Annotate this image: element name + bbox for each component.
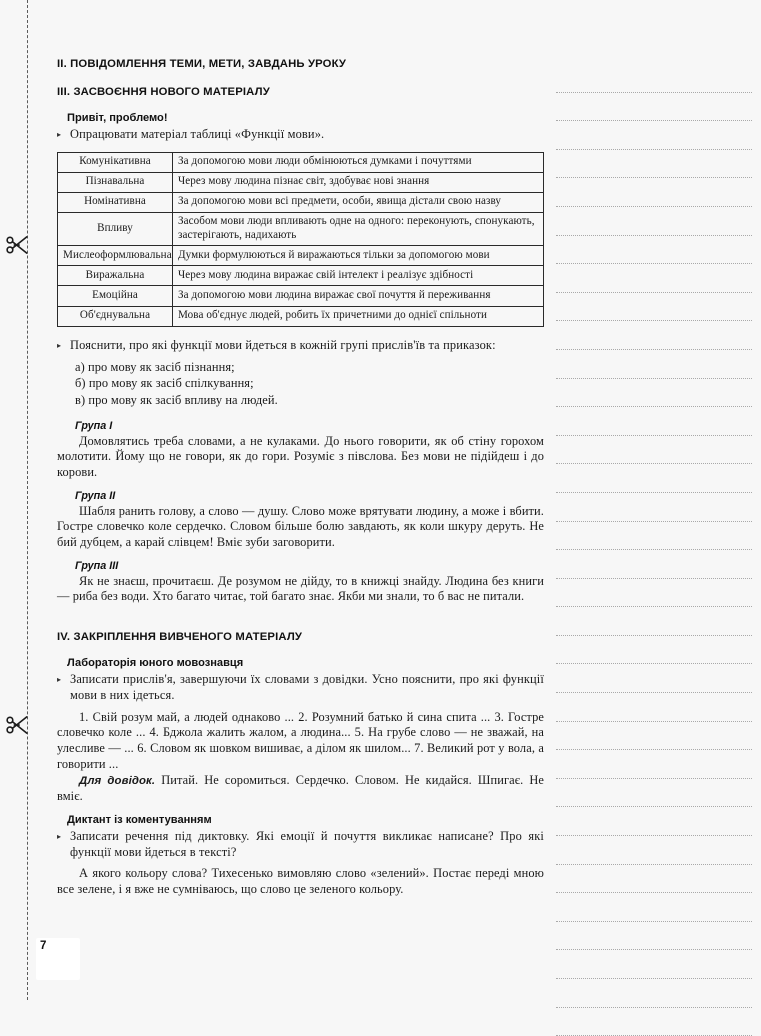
reference-text: Питай. Не соромиться. Сердечко. Словом. Не кидайся. Шпигає. Не вміє. bbox=[57, 773, 545, 804]
note-line bbox=[556, 693, 752, 722]
bullet-item-lab bbox=[57, 672, 544, 704]
function-description: Думки формулюються й виражаються тільки за допомогою мови bbox=[173, 246, 544, 266]
section-heading-iii: III. ЗАСВОЄННЯ НОВОГО МАТЕРІАЛУ bbox=[57, 86, 270, 98]
table-row bbox=[58, 266, 544, 286]
table-row bbox=[58, 172, 544, 192]
note-line bbox=[556, 950, 752, 979]
note-line bbox=[556, 293, 752, 322]
note-line bbox=[556, 350, 752, 379]
note-line bbox=[556, 436, 752, 465]
group-text-3: Як не знаєш, прочитаєш. Де розумом не дійду, то в книжці знайду. Людина без книги — риба без води. Хто багато читає, той багато знає. Якби ми знали, то б вас не питали. bbox=[57, 573, 544, 604]
note-line bbox=[556, 1008, 752, 1036]
note-line bbox=[556, 464, 752, 493]
bullet-text: Опрацювати матеріал таблиці «Функції мови». bbox=[70, 127, 325, 141]
note-line bbox=[556, 979, 752, 1008]
note-line bbox=[556, 64, 752, 93]
reference-label: Для довідок. bbox=[79, 775, 156, 788]
bullet-item-explain bbox=[57, 338, 544, 354]
group-text-2: Шабля ранить голову, а слово — душу. Слово може врятувати людину, а може і вбити. Гостре словечко коле сердечко. Словом більше болю завдають, як коли шкуру деруть. Не бий дубцем, а карай слівцем! Вміє зуби заговорити. bbox=[57, 503, 544, 550]
note-line bbox=[556, 807, 752, 836]
note-line bbox=[556, 178, 752, 207]
perforation-cut-line bbox=[27, 0, 28, 1000]
function-name: Об'єднувальна bbox=[58, 306, 173, 326]
note-line bbox=[556, 236, 752, 265]
note-line bbox=[556, 493, 752, 522]
note-line bbox=[556, 893, 752, 922]
content-column bbox=[57, 58, 544, 899]
table-row bbox=[58, 306, 544, 326]
subheading-lab: Лабораторія юного мовознавця bbox=[67, 657, 244, 670]
bullet-item-dictation bbox=[57, 829, 544, 861]
function-description: Через мову людина виражає свій інтелект і реалізує здібності bbox=[173, 266, 544, 286]
scissors-icon bbox=[4, 712, 30, 738]
note-line bbox=[556, 93, 752, 122]
explain-option-b: б) про мову як засіб спілкування; bbox=[75, 376, 254, 391]
note-line bbox=[556, 150, 752, 179]
language-functions-table bbox=[57, 152, 544, 327]
note-line bbox=[556, 865, 752, 894]
explain-option-c: в) про мову як засіб впливу на людей. bbox=[75, 392, 278, 407]
table-row bbox=[58, 192, 544, 212]
note-line bbox=[556, 407, 752, 436]
function-name: Комунікативна bbox=[58, 152, 173, 172]
bullet-text: Пояснити, про які функції мови йдеться в кожній групі прислів'їв та приказок: bbox=[70, 337, 496, 352]
function-description: Засобом мови люди впливають одне на одного: переконують, спонукають, застерігають, надихають bbox=[173, 212, 544, 246]
note-line bbox=[556, 379, 752, 408]
note-line bbox=[556, 664, 752, 693]
function-name: Пізнавальна bbox=[58, 172, 173, 192]
note-line bbox=[556, 321, 752, 350]
function-description: За допомогою мови всі предмети, особи, явища дістали свою назву bbox=[173, 192, 544, 212]
table-row bbox=[58, 152, 544, 172]
note-line bbox=[556, 636, 752, 665]
explain-option-a: а) про мову як засіб пізнання; bbox=[75, 360, 235, 375]
note-line bbox=[556, 121, 752, 150]
note-line bbox=[556, 722, 752, 751]
function-name: Номінативна bbox=[58, 192, 173, 212]
lab-reference-paragraph bbox=[57, 773, 544, 804]
function-description: Через мову людина пізнає світ, здобуває нові знання bbox=[173, 172, 544, 192]
scissors-icon bbox=[4, 232, 30, 258]
subheading-problem: Привіт, проблемо! bbox=[67, 112, 168, 124]
bullet-item-study-table bbox=[57, 127, 544, 143]
page-number-block bbox=[36, 938, 80, 980]
group-title-2: Група II bbox=[75, 489, 116, 502]
function-name: Виражальна bbox=[58, 266, 173, 286]
section-heading-iv: IV. ЗАКРІПЛЕННЯ ВИВЧЕНОГО МАТЕРІАЛУ bbox=[57, 631, 303, 644]
function-description: За допомогою мови люди обмінюються думками і почуттями bbox=[173, 152, 544, 172]
note-line bbox=[556, 579, 752, 608]
bullet-marker-icon: ▸ bbox=[57, 340, 62, 350]
bullet-marker-icon: ▸ bbox=[57, 130, 62, 139]
page-number: 7 bbox=[40, 940, 47, 952]
group-text-1: Домовлятись треба словами, а не кулаками. До нього говорити, як об стіну горохом молотити. Йому що не говори, як до гори. Розуміє з півслова. Без мови не підійдеш і до корови. bbox=[57, 433, 544, 480]
note-line bbox=[556, 779, 752, 808]
note-line bbox=[556, 750, 752, 779]
table-row bbox=[58, 212, 544, 246]
function-name: Емоційна bbox=[58, 286, 173, 306]
note-line bbox=[556, 522, 752, 551]
note-line bbox=[556, 264, 752, 293]
bullet-marker-icon: ▸ bbox=[57, 675, 62, 685]
subheading-dictation: Диктант із коментуванням bbox=[67, 813, 212, 826]
note-line bbox=[556, 836, 752, 865]
table-row bbox=[58, 286, 544, 306]
note-line bbox=[556, 207, 752, 236]
note-line bbox=[556, 550, 752, 579]
group-title-3: Група III bbox=[75, 559, 119, 572]
function-description: За допомогою мови людина виражає свої почуття й переживання bbox=[173, 286, 544, 306]
function-description: Мова об'єднує людей, робить їх причетними до однієї спільноти bbox=[173, 306, 544, 326]
bullet-marker-icon: ▸ bbox=[57, 831, 62, 841]
function-name: Мислеоформлювальна bbox=[58, 246, 173, 266]
note-line bbox=[556, 922, 752, 951]
group-title-1: Група I bbox=[75, 419, 113, 432]
lab-proverbs-text: 1. Свій розум май, а людей однаково ... 2. Розумний батько й сина спита ... 3. Гостре словечко коле ... 4. Бджола жалить жалом, а людина... 5. На грубе слово — не зважай, на улесливе — ... 6. Словом як шовком вишиває, а ділом як шилом... 7. Великий рот у вола, а говорити ... bbox=[57, 709, 544, 771]
bullet-text: Записати речення під диктовку. Які емоції й почуття викликає написане? Про які функції мови йдеться в тексті? bbox=[70, 828, 544, 859]
bullet-text: Записати прислів'я, завершуючи їх словами з довідки. Усно пояснити, про які функції мови в них ідеться. bbox=[70, 672, 544, 702]
table-row bbox=[58, 246, 544, 266]
section-heading-ii: II. ПОВІДОМЛЕННЯ ТЕМИ, МЕТИ, ЗАВДАНЬ УРОКУ bbox=[57, 58, 347, 70]
note-line bbox=[556, 607, 752, 636]
function-name: Впливу bbox=[58, 212, 173, 246]
dictation-text: А якого кольору слова? Тихесенько вимовляю слово «зелений». Постає переді мною все зелене, і я вже не сумніваюсь, що слово це зеленого кольору. bbox=[57, 866, 544, 896]
notes-panel bbox=[556, 64, 752, 1036]
